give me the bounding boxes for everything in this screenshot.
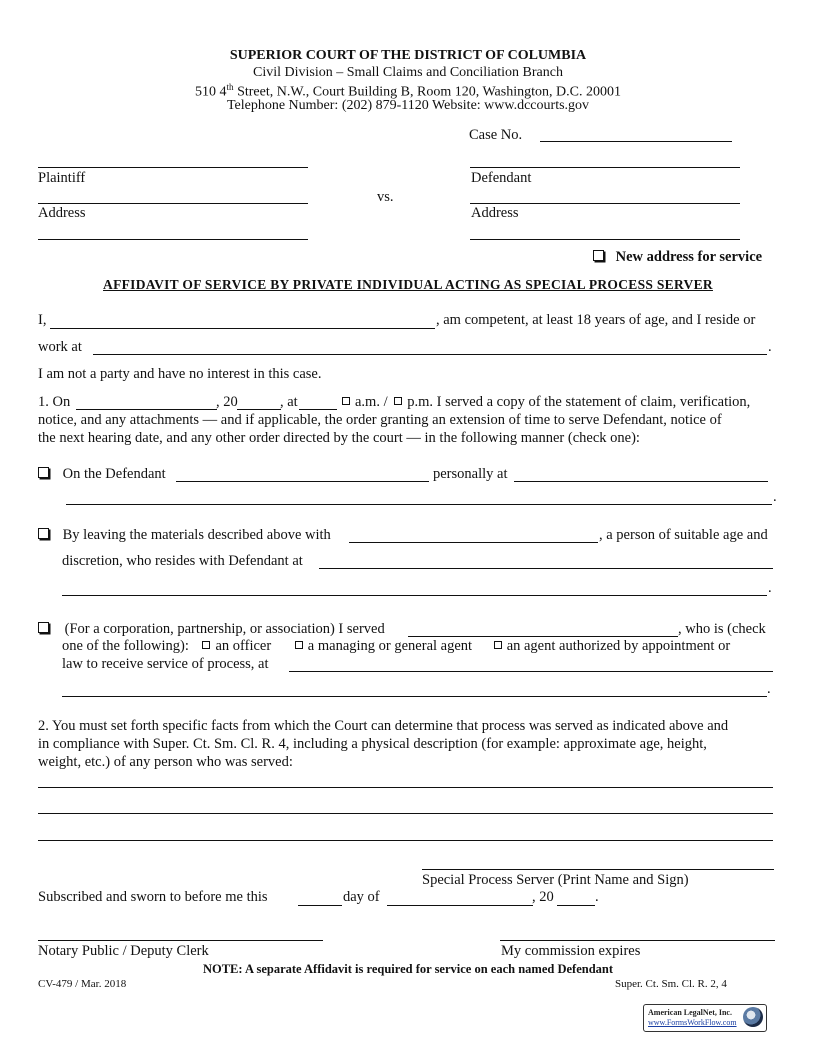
pm-checkbox[interactable]	[394, 397, 402, 405]
publisher-logo[interactable]	[643, 1004, 767, 1032]
commission-label: My commission expires	[501, 943, 641, 959]
sworn-month-field[interactable]	[387, 905, 533, 906]
defendant-served-field[interactable]	[176, 481, 429, 482]
pm-label: p.m. I served a copy of the statement of claim, verification,	[407, 394, 751, 410]
rule-reference: Super. Ct. Sm. Cl. R. 2, 4	[615, 978, 727, 990]
server-signature-label: Special Process Server (Print Name and Sign)	[422, 872, 689, 888]
option-a	[38, 466, 166, 483]
description-line-3[interactable]	[38, 840, 773, 841]
officer-label: an officer	[215, 638, 272, 654]
resident-name-field[interactable]	[349, 542, 598, 543]
corporation-served-field[interactable]	[408, 636, 678, 637]
i-label: I,	[38, 312, 47, 328]
new-address-option	[593, 249, 762, 266]
resident-address-field[interactable]	[319, 568, 773, 569]
managing-agent-label: a managing or general agent	[307, 638, 473, 654]
personally-at-label: personally at	[433, 466, 508, 482]
discretion-label: discretion, who resides with Defendant at	[62, 553, 303, 569]
new-address-checkbox[interactable]	[593, 250, 604, 261]
logo-website[interactable]: www.FormsWorkFlow.com	[648, 1018, 737, 1027]
plaintiff-address-field[interactable]	[38, 239, 308, 240]
new-address-label: New address for service	[615, 249, 763, 265]
notary-signature-field[interactable]	[38, 940, 323, 941]
plaintiff-name-line2[interactable]	[38, 203, 308, 204]
court-phone: Telephone Number: (202) 879-1120 Website: www.dccourts.gov	[226, 98, 590, 113]
description-line-2[interactable]	[38, 813, 773, 814]
case-no-field[interactable]	[540, 141, 732, 142]
defendant-address-field[interactable]	[470, 239, 740, 240]
law-to-receive-label: law to receive service of process, at	[62, 656, 269, 672]
form-id: CV-479 / Mar. 2018	[38, 978, 127, 990]
defendant-name-field[interactable]	[470, 167, 740, 168]
service-time-field[interactable]	[299, 409, 337, 410]
plaintiff-label: Plaintiff	[38, 170, 86, 186]
division-name: Civil Division – Small Claims and Conciliation Branch	[253, 65, 563, 80]
plaintiff-address-label: Address	[38, 205, 86, 221]
defendant-name-line2[interactable]	[470, 203, 740, 204]
commission-expiry-field[interactable]	[500, 940, 775, 941]
option-b	[38, 527, 331, 544]
am-pm-group	[342, 394, 750, 411]
vs-label: vs.	[377, 189, 394, 205]
day-of-label: day of	[343, 889, 380, 905]
at-label: , at	[280, 394, 298, 410]
footer-note: NOTE: A separate Affidavit is required for service on each named Defendant	[202, 962, 614, 976]
authorized-agent-label: an agent authorized by appointment or	[506, 638, 731, 654]
option-c-label: (For a corporation, partnership, or association) I served	[64, 621, 385, 637]
personal-service-location-line2[interactable]	[66, 504, 772, 505]
logo-company: American LegalNet, Inc.	[648, 1008, 732, 1017]
personal-service-location-field[interactable]	[514, 481, 768, 482]
sworn-day-field[interactable]	[298, 905, 342, 906]
one-of-label: one of the following):	[62, 638, 189, 654]
resident-address-line2[interactable]	[62, 595, 767, 596]
option-c-period: .	[767, 681, 771, 697]
defendant-address-label: Address	[471, 205, 519, 221]
court-address-rest: Street, N.W., Court Building B, Room 120, Washington, D.C. 20001	[233, 84, 621, 100]
service-date-field[interactable]	[76, 409, 217, 410]
server-signature-field[interactable]	[422, 869, 774, 870]
service-year-field[interactable]	[237, 409, 281, 410]
option-b-checkbox[interactable]	[38, 528, 49, 539]
section1-line3: the next hearing date, and any other order directed by the court — in the following manner (check one):	[38, 430, 640, 446]
authorized-agent-checkbox[interactable]	[494, 641, 502, 649]
form-title: AFFIDAVIT OF SERVICE BY PRIVATE INDIVIDUAL ACTING AS SPECIAL PROCESS SERVER	[103, 277, 713, 292]
section2-line3: weight, etc.) of any person who was served:	[38, 754, 293, 770]
court-address-number: 510 4	[195, 84, 227, 100]
option-b-period: .	[768, 580, 772, 596]
court-address-ordinal: th	[226, 82, 234, 92]
option-c-checkbox[interactable]	[38, 622, 49, 633]
not-party-text: I am not a party and have no interest in this case.	[38, 366, 322, 382]
subscribed-label: Subscribed and sworn to before me this	[38, 889, 268, 905]
section2-line2: in compliance with Super. Ct. Sm. Cl. R. 4, including a physical description (for example: approximate age, height,	[38, 736, 707, 752]
am-checkbox[interactable]	[342, 397, 350, 405]
option-a-label: On the Defendant	[62, 466, 166, 482]
affiant-name-field[interactable]	[50, 328, 435, 329]
sworn-period: .	[595, 889, 599, 905]
option-c-line2	[62, 638, 730, 655]
option-a-period: .	[773, 489, 777, 505]
am-label: a.m. /	[355, 394, 388, 410]
work-at-label: work at	[38, 339, 82, 355]
work-address-field[interactable]	[93, 354, 767, 355]
option-b-label: By leaving the materials described above with	[62, 527, 331, 543]
year-prefix: , 20	[216, 394, 238, 410]
work-at-period: .	[768, 339, 772, 355]
plaintiff-name-field[interactable]	[38, 167, 308, 168]
globe-icon	[743, 1007, 763, 1027]
option-c-suffix: , who is (check	[678, 621, 766, 637]
corporation-address-field[interactable]	[289, 671, 773, 672]
notary-label: Notary Public / Deputy Clerk	[38, 943, 209, 959]
sworn-year-field[interactable]	[557, 905, 595, 906]
section1-line2: notice, and any attachments — and if applicable, the order granting an extension of time to serve Defendant, notice of	[38, 412, 722, 428]
sworn-year-prefix: , 20	[532, 889, 554, 905]
option-c	[38, 621, 385, 638]
managing-agent-checkbox[interactable]	[295, 641, 303, 649]
description-line-1[interactable]	[38, 787, 773, 788]
option-b-suffix: , a person of suitable age and	[599, 527, 768, 543]
corporation-address-line2[interactable]	[62, 696, 767, 697]
officer-checkbox[interactable]	[202, 641, 210, 649]
option-a-checkbox[interactable]	[38, 467, 49, 478]
defendant-label: Defendant	[471, 170, 532, 186]
case-no-label: Case No.	[469, 127, 523, 143]
on-label: 1. On	[38, 394, 71, 410]
section2-line1: 2. You must set forth specific facts from which the Court can determine that process was served as indicated above and	[38, 718, 729, 734]
court-name: SUPERIOR COURT OF THE DISTRICT OF COLUMBIA	[229, 48, 587, 63]
competent-text: , am competent, at least 18 years of age, and I reside or	[436, 312, 756, 328]
